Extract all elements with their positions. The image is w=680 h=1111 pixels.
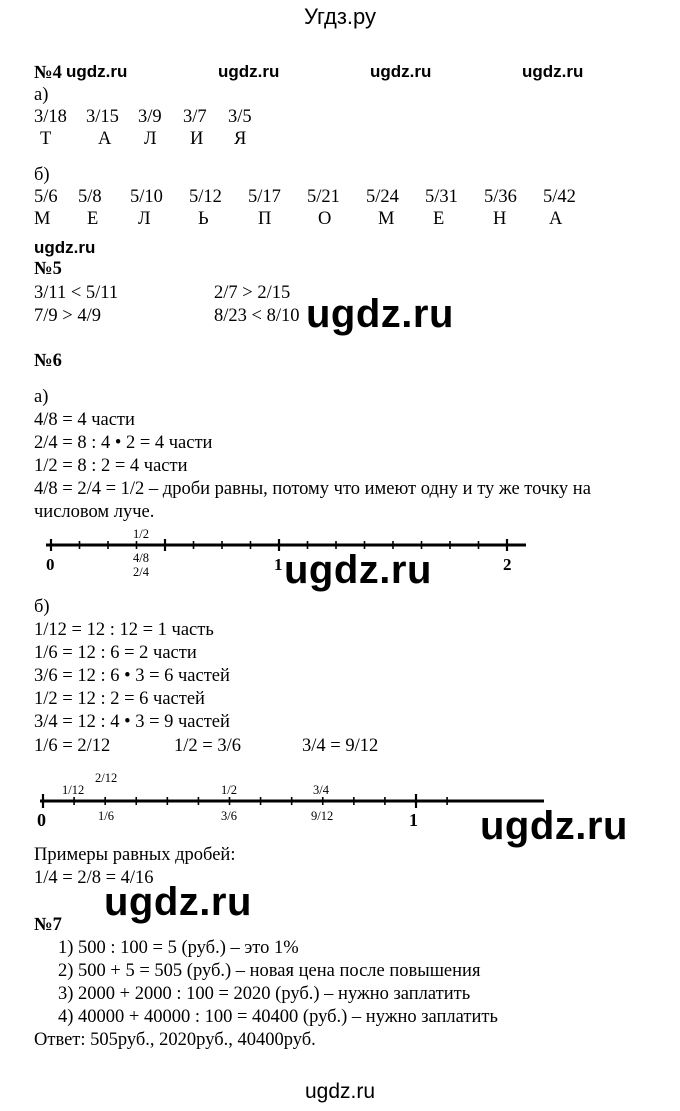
equality: 1/6 = 2/12	[34, 736, 111, 756]
number-line-b-one: 1	[409, 810, 418, 830]
examples-title: Примеры равных дробей:	[34, 845, 236, 865]
watermark: ugdz.ru	[480, 804, 628, 848]
fraction: 3/15	[86, 107, 119, 127]
task5-row-2-left: 7/9 > 4/9	[34, 306, 101, 326]
fraction: 3/18	[34, 107, 67, 127]
text-line: 1/6 = 12 : 6 = 2 части	[34, 643, 197, 663]
fraction: 5/17	[248, 187, 281, 207]
task4-part-b-letters	[34, 208, 562, 230]
task7-title: №7	[34, 915, 62, 935]
number-line-b-ticks	[40, 794, 544, 808]
text-line: 3/4 = 12 : 4 • 3 = 9 частей	[34, 712, 230, 732]
task4-title: №4	[34, 63, 62, 83]
text-line: 1/12 = 12 : 12 = 1 часть	[34, 620, 214, 640]
watermark: ugdz.ru	[218, 62, 280, 81]
fraction: 3/9	[138, 107, 162, 127]
task6-part-b-label: б)	[34, 597, 50, 617]
text-line: 4/8 = 2/4 = 1/2 – дроби равны, потому что имеют одну и ту же точку на	[34, 479, 591, 499]
letter: Е	[87, 209, 99, 229]
task5-row-1-left: 3/11 < 5/11	[34, 283, 119, 303]
letter: Я	[234, 129, 247, 149]
fraction: 5/10	[130, 187, 163, 207]
letter: А	[549, 209, 563, 229]
letter: Е	[433, 209, 445, 229]
equality: 1/2 = 3/6	[174, 736, 241, 756]
fraction: 5/6	[34, 187, 58, 207]
site-title: Угдз.ру	[303, 4, 377, 29]
task4-part-a-letters	[40, 128, 246, 150]
task7-step: 4) 40000 + 40000 : 100 = 40400 (руб.) – нужно заплатить	[58, 1007, 498, 1027]
letter: О	[318, 209, 332, 229]
number-line-a-label-below: 2/4	[133, 565, 149, 579]
number-line-b-label-below: 1/6	[98, 809, 114, 823]
watermark: ugdz.ru	[104, 880, 252, 924]
number-line-a-zero: 0	[46, 555, 55, 574]
text-line: числовом луче.	[34, 502, 155, 522]
letter: Т	[40, 129, 52, 149]
watermark: ugdz.ru	[34, 238, 96, 257]
number-line-b-label-below: 9/12	[311, 809, 334, 823]
fraction: 5/31	[425, 187, 458, 207]
letter: А	[98, 129, 112, 149]
number-line-a-one: 1	[274, 555, 283, 574]
watermark: ugdz.ru	[284, 548, 432, 592]
number-line-b-label-above: 2/12	[95, 771, 118, 785]
watermark: ugdz.ru	[304, 1080, 376, 1103]
task4-part-b-fractions	[34, 186, 576, 208]
number-line-b-zero: 0	[37, 810, 46, 830]
text-line: 3/6 = 12 : 6 • 3 = 6 частей	[34, 666, 230, 686]
letter: Л	[144, 129, 157, 149]
fraction: 5/36	[484, 187, 517, 207]
fraction: 5/12	[189, 187, 222, 207]
task7-answer: Ответ: 505руб., 2020руб., 40400руб.	[34, 1030, 316, 1050]
task4-part-a-label: а)	[34, 85, 49, 105]
fraction: 5/8	[78, 187, 102, 207]
watermark: ugdz.ru	[370, 62, 432, 81]
task5-row-1-right: 2/7 > 2/15	[214, 283, 291, 303]
task5-row-2-right: 8/23 < 8/10	[214, 306, 300, 326]
number-line-b-label-above: 3/4	[313, 783, 329, 797]
number-line-a-two: 2	[503, 555, 512, 574]
task5-title: №5	[34, 259, 62, 279]
letter: Ь	[198, 209, 209, 229]
task7-step: 1) 500 : 100 = 5 (руб.) – это 1%	[58, 938, 299, 958]
watermark: ugdz.ru	[306, 292, 454, 336]
task7-step: 3) 2000 + 2000 : 100 = 2020 (руб.) – нужно заплатить	[58, 984, 471, 1004]
letter: М	[34, 209, 51, 229]
letter: П	[258, 209, 272, 229]
number-line-b-label-above: 1/12	[62, 783, 85, 797]
letter: И	[190, 129, 204, 149]
fraction: 5/24	[366, 187, 399, 207]
letter: Н	[493, 209, 507, 229]
number-line-b-label-below: 3/6	[221, 809, 237, 823]
fraction: 3/7	[183, 107, 207, 127]
task6-title: №6	[34, 351, 62, 371]
task4-part-b-label: б)	[34, 165, 50, 185]
letter: М	[378, 209, 395, 229]
text-line: 1/2 = 8 : 2 = 4 части	[34, 456, 188, 476]
task6-part-a-label: а)	[34, 387, 49, 407]
task4-part-a-fractions	[34, 106, 252, 128]
number-line-a-label-below: 4/8	[133, 551, 149, 565]
fraction: 3/5	[228, 107, 252, 127]
number-line-a-label-above: 1/2	[133, 527, 149, 541]
task7-step: 2) 500 + 5 = 505 (руб.) – новая цена после повышения	[58, 961, 481, 981]
watermark: ugdz.ru	[522, 62, 584, 81]
text-line: 1/2 = 12 : 2 = 6 частей	[34, 689, 205, 709]
number-line-b-label-above: 1/2	[221, 783, 237, 797]
fraction: 5/42	[543, 187, 576, 207]
text-line: 2/4 = 8 : 4 • 2 = 4 части	[34, 433, 213, 453]
equality: 3/4 = 9/12	[302, 736, 379, 756]
watermark: ugdz.ru	[66, 62, 128, 81]
fraction: 5/21	[307, 187, 340, 207]
examples-line: 1/4 = 2/8 = 4/16	[34, 868, 154, 888]
text-line: 4/8 = 4 части	[34, 410, 135, 430]
letter: Л	[138, 209, 151, 229]
